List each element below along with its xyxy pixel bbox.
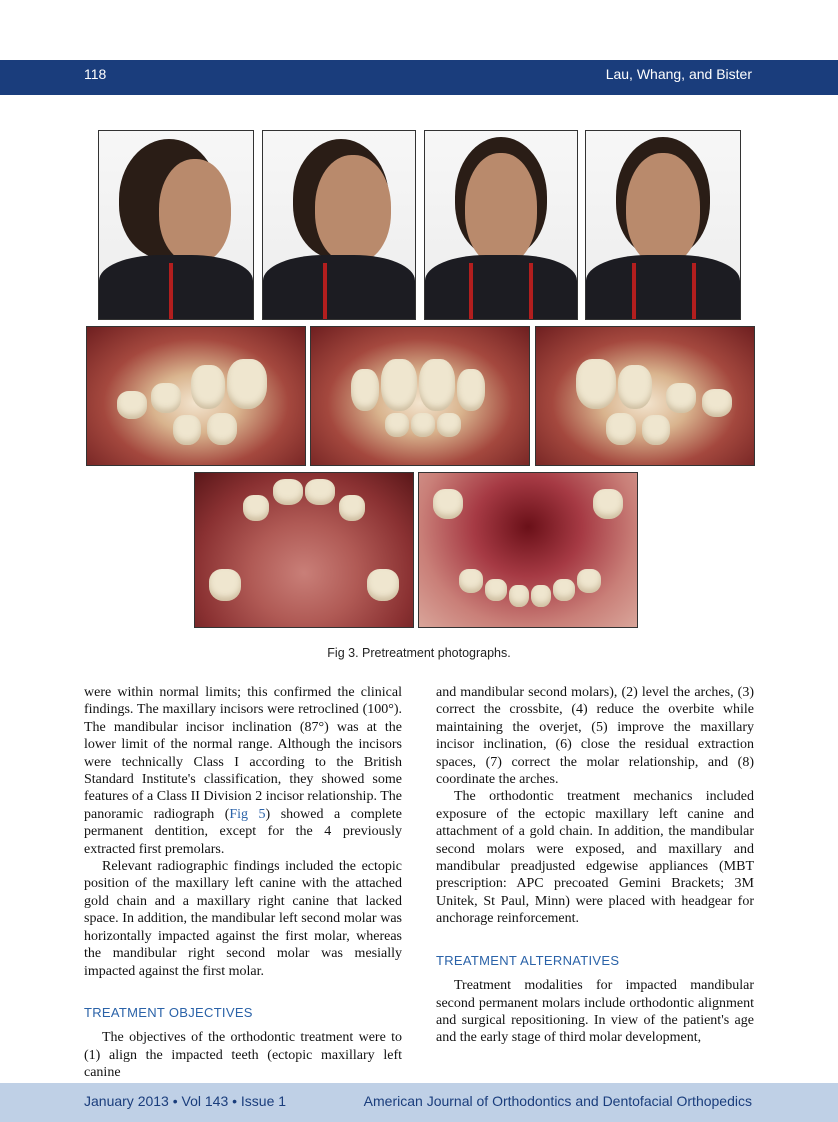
photo-three-quarter — [262, 130, 416, 320]
right-paragraph-3: Treatment modalities for impacted mandibular second permanent molars include orthodontic alignment and surgical repositioning. In view of the patient's age and the early stage of third molar development, — [436, 978, 754, 1046]
photo-intraoral-left — [535, 326, 755, 466]
running-authors: Lau, Whang, and Bister — [605, 66, 752, 82]
photo-occlusal-mandibular — [418, 472, 638, 628]
photo-occlusal-maxillary — [194, 472, 414, 628]
running-footer — [0, 1083, 838, 1122]
photo-frontal — [424, 130, 578, 320]
photo-profile-right — [98, 130, 254, 320]
photo-frontal-smile — [585, 130, 741, 320]
section-heading-objectives: TREATMENT OBJECTIVES — [84, 1004, 253, 1020]
figure-link[interactable]: Fig 5 — [229, 806, 266, 822]
left-column — [84, 684, 402, 1082]
figure-caption: Fig 3. Pretreatment photographs. — [327, 646, 511, 660]
right-column — [436, 684, 754, 1047]
running-header — [0, 60, 838, 95]
right-paragraph-1: and mandibular second molars), (2) level the arches, (3) correct the crossbite, (4) reduce the overbite while maintaining the overjet, (5) improve the maxillary incisor inclination, (6) close the residual extraction spaces, (7) correct the molar relationship, and (8) coordinate the arches. — [436, 685, 754, 788]
photo-intraoral-right — [86, 326, 306, 466]
section-heading-alternatives: TREATMENT ALTERNATIVES — [436, 952, 620, 968]
left-paragraph-2: Relevant radiographic findings included the ectopic position of the maxillary left canine with the attached gold chain and a maxillary right canine that lacked space. In addition, the mandibular left second molar was horizontally impacted against the first molar, whereas the mandibular right second molar was mesially impacted against the first molar. — [84, 859, 402, 979]
left-paragraph-1: were within normal limits; this confirmed the clinical findings. The maxillary incisors were retroclined (100°). The mandibular incisor inclination (87°) was at the lower limit of the normal range. Although the incisors were technically Class I according to the British Standard Institute's classification, they showed some features of a Class II Division 2 incisor relationship. The panoramic radiograph (Fig 5) showed a complete permanent dentition, except for the 4 previously extracted first premolars. — [84, 685, 402, 857]
right-paragraph-2: The orthodontic treatment mechanics included exposure of the ectopic maxillary left canine and attachment of a gold chain. In addition, the mandibular second molars were exposed, and maxillary and mandibular preadjusted edgewise appliances (MBT prescription: APC precoated Gemini Brackets; 3M Unitek, St Paul, Minn) were placed with headgear for anchorage reinforcement. — [436, 789, 754, 927]
page-number: 118 — [84, 66, 107, 82]
left-paragraph-3: The objectives of the orthodontic treatment were to (1) align the impacted teeth (ectopic maxillary left canine — [84, 1030, 402, 1081]
photo-intraoral-frontal — [310, 326, 530, 466]
issue-info: January 2013 • Vol 143 • Issue 1 — [84, 1093, 287, 1109]
journal-name: American Journal of Orthodontics and Dentofacial Orthopedics — [363, 1093, 752, 1109]
